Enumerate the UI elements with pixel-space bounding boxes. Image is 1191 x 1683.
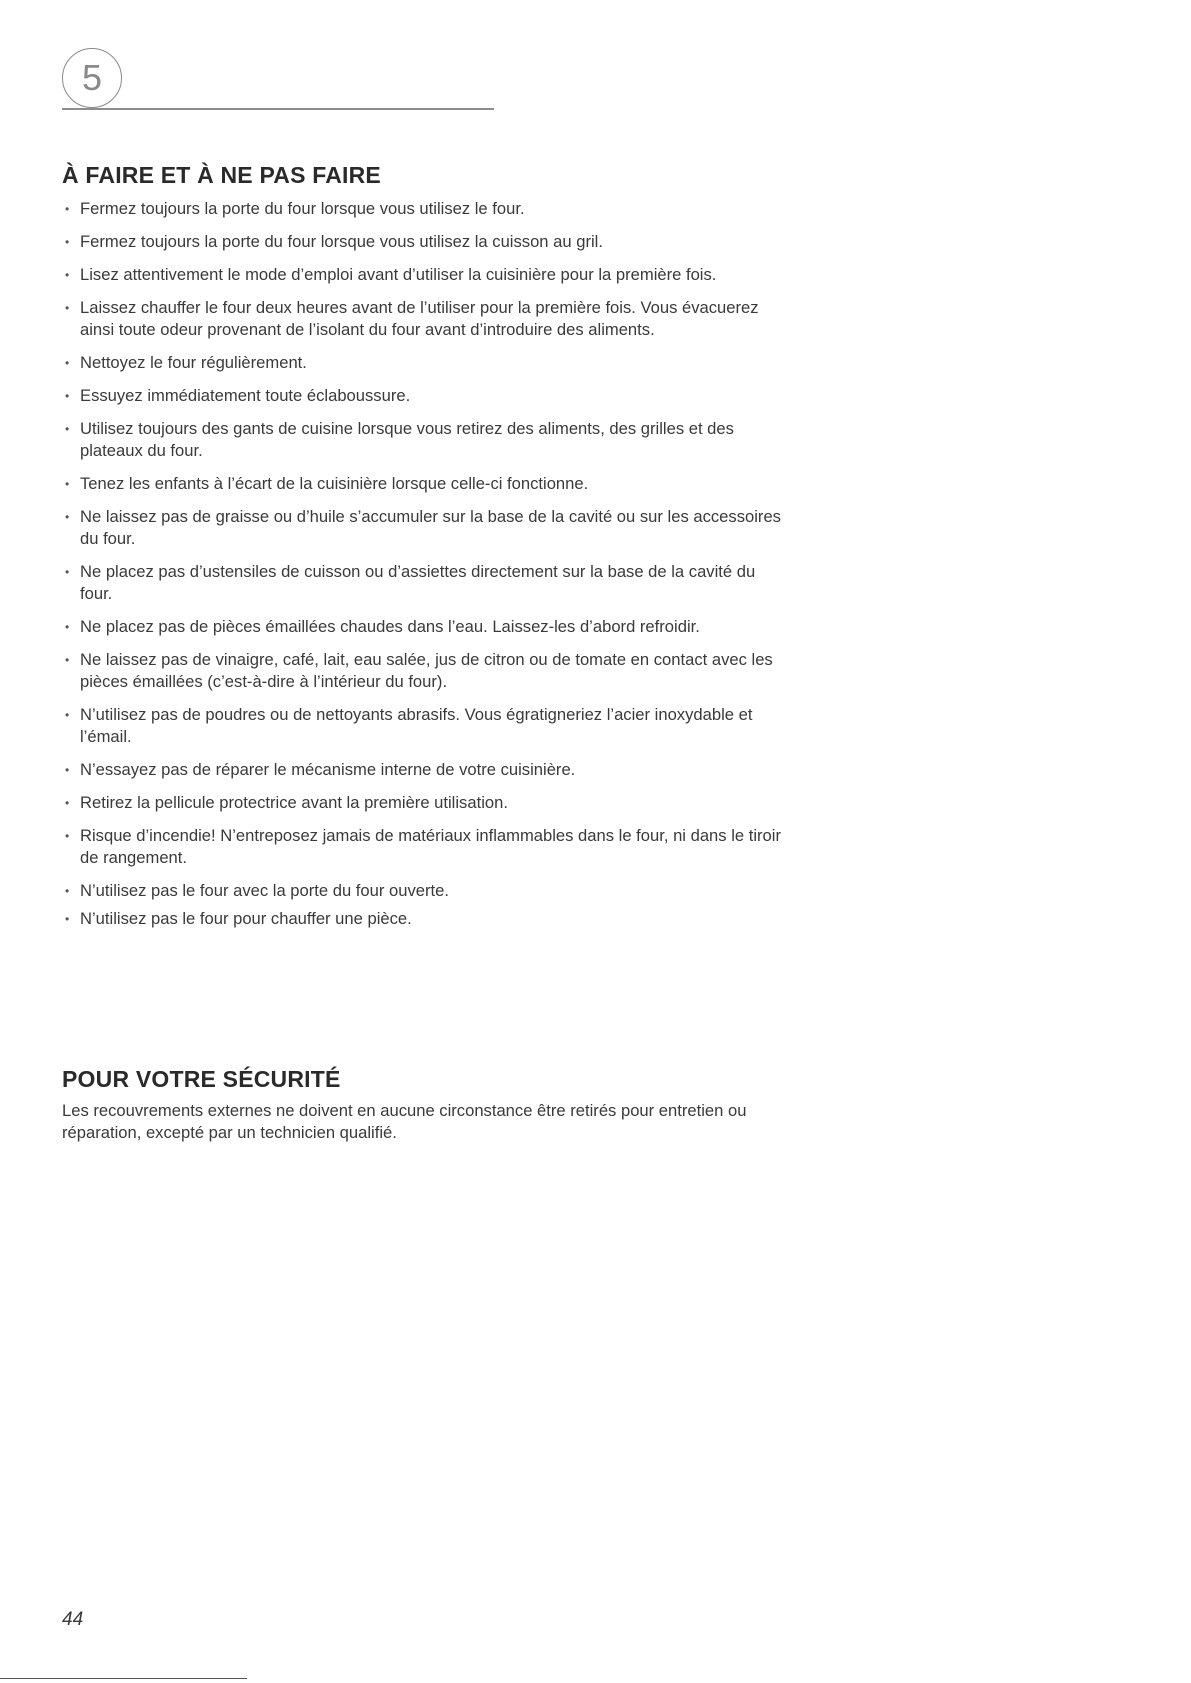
- list-item: • N’utilisez pas de poudres ou de nettoyants abrasifs. Vous égratigneriez l’acier inoxydable et l’émail.: [62, 704, 792, 748]
- section-number-badge: [62, 48, 122, 108]
- safety-paragraph: Les recouvrements externes ne doivent en aucune circonstance être retirés pour entretien ou réparation, excepté par un technicien qualifié.: [62, 1101, 747, 1142]
- list-item: • Ne placez pas d’ustensiles de cuisson ou d’assiettes directement sur la base de la cavité du four.: [62, 561, 792, 605]
- list-item: • Tenez les enfants à l’écart de la cuisinière lorsque celle-ci fonctionne.: [62, 473, 792, 495]
- list-item: • Ne laissez pas de graisse ou d’huile s’accumuler sur la base de la cavité ou sur les accessoires du four.: [62, 506, 792, 550]
- footer-divider: [0, 1678, 247, 1679]
- list-item: • Risque d’incendie! N’entreposez jamais de matériaux inflammables dans le four, ni dans le tiroir de rangement.: [62, 825, 792, 869]
- list-item: • Retirez la pellicule protectrice avant la première utilisation.: [62, 792, 792, 814]
- list-item: • Fermez toujours la porte du four lorsque vous utilisez le four.: [62, 198, 792, 220]
- dos-and-donts-list: [62, 198, 792, 941]
- list-item: • N’utilisez pas le four avec la porte du four ouverte.: [62, 880, 792, 902]
- dos-and-donts-heading: À FAIRE ET À NE PAS FAIRE: [62, 162, 381, 188]
- list-item: • Ne placez pas de pièces émaillées chaudes dans l’eau. Laissez-les d’abord refroidir.: [62, 616, 792, 638]
- safety-heading: POUR VOTRE SÉCURITÉ: [62, 1066, 341, 1092]
- page-number: 44: [62, 1609, 84, 1630]
- list-item: • N’utilisez pas le four pour chauffer une pièce.: [62, 908, 792, 930]
- section-number: 5: [81, 57, 103, 98]
- list-item: • N’essayez pas de réparer le mécanisme interne de votre cuisinière.: [62, 759, 792, 781]
- list-item: • Nettoyez le four régulièrement.: [62, 352, 792, 374]
- list-item: • Lisez attentivement le mode d’emploi avant d’utiliser la cuisinière pour la première fois.: [62, 264, 792, 286]
- list-item: • Essuyez immédiatement toute éclaboussure.: [62, 385, 792, 407]
- list-item: • Ne laissez pas de vinaigre, café, lait, eau salée, jus de citron ou de tomate en contact avec les pièces émaillées (c’est-à-dire à l’intérieur du four).: [62, 649, 792, 693]
- list-item: • Laissez chauffer le four deux heures avant de l’utiliser pour la première fois. Vous évacuerez ainsi toute odeur provenant de l’isolant du four avant d’introduire des aliments.: [62, 297, 792, 341]
- header-divider: [62, 108, 494, 110]
- list-item: • Utilisez toujours des gants de cuisine lorsque vous retirez des aliments, des grilles et des plateaux du four.: [62, 418, 792, 462]
- list-item: • Fermez toujours la porte du four lorsque vous utilisez la cuisson au gril.: [62, 231, 792, 253]
